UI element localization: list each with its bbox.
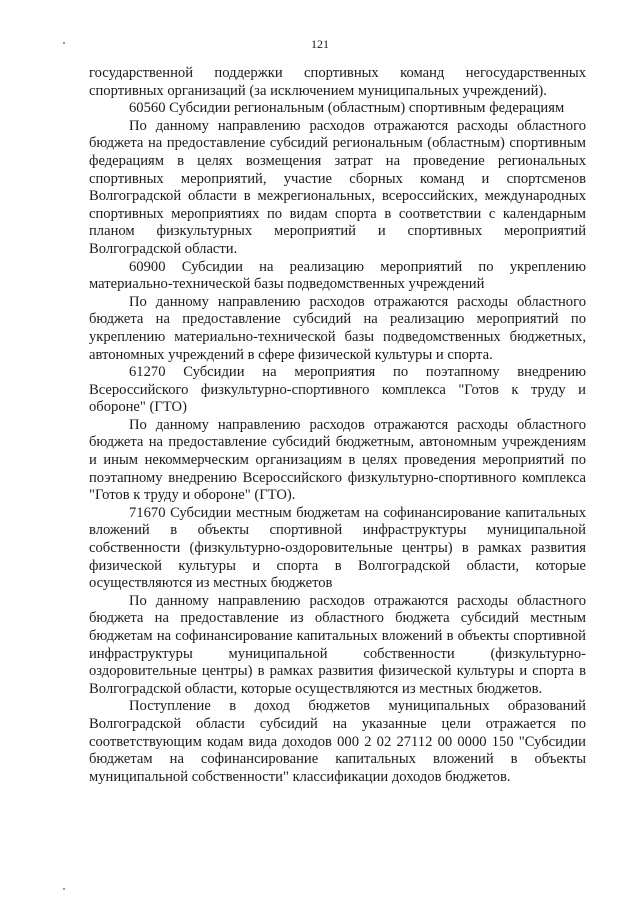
paragraph-60900-description: По данному направлению расходов отражаются расходы областного бюджета на предоставление субсидий на реализацию мероприятий по укреплению материально-технической базы подведомственных бюджетных, автономных учреждений в сфере физической культуры и спорта. (89, 293, 586, 363)
heading-71670: 71670 Субсидии местным бюджетам на софинансирование капитальных вложений в объекты спортивной инфраструктуры муниципальной собственности (физкультурно-оздоровительные центры) в рамках развития физической культуры и спорта в Волгоградской области, которые осуществляются из местных бюджетов (89, 504, 586, 592)
heading-61270: 61270 Субсидии на мероприятия по поэтапному внедрению Всероссийского физкультурно-спортивного комплекса "Готов к труду и обороне" (ГТО) (89, 364, 586, 416)
paragraph-revenue-note: Поступление в доход бюджетов муниципальных образований Волгоградской области субсидий на указанные цели отражается по соответствующим кодам вида доходов 000 2 02 27112 00 0000 150 "Субсидии бюджетам на софинансирование капитальных вложений в объекты муниципальной собственности" классификации доходов бюджетов. (89, 698, 586, 785)
paragraph-61270-description: По данному направлению расходов отражаются расходы областного бюджета на предоставление субсидий бюджетным, автономным учреждениям и иным некоммерческим организациям в целях проведения мероприятий по поэтапному внедрению Всероссийского физкультурно-спортивного комплекса "Готов к труду и обороне" (ГТО). (89, 416, 586, 504)
paragraph-continuation: государственной поддержки спортивных команд негосударственных спортивных организаций (за исключением муниципальных учреждений). (89, 65, 586, 99)
paragraph-71670-description: По данному направлению расходов отражаются расходы областного бюджета на предоставление из областного бюджета субсидий местным бюджетам на софинансирование капитальных вложений в объекты спортивной инфраструктуры муниципальной собственности (физкультурно-оздоровительные центры) в рамках развития физической культуры и спорта в Волгоградской области, которые осуществляются из местных бюджетов. (89, 592, 586, 697)
paragraph-60560-description: По данному направлению расходов отражаются расходы областного бюджета на предоставление субсидий региональным (областным) спортивным федерациям в целях возмещения затрат на проведение региональных спортивных мероприятий, участие сборных команд и спортсменов Волгоградской области в межрегиональных, всероссийских, международных спортивных мероприятиях по видам спорта в соответствии с календарным планом физкультурных мероприятий и спортивных мероприятий Волгоградской области. (89, 117, 586, 257)
scan-mark-bottom (63, 888, 65, 890)
heading-60900: 60900 Субсидии на реализацию мероприятий по укреплению материально-технической базы подведомственных учреждений (89, 258, 586, 293)
page-number: 121 (311, 37, 329, 51)
scan-mark-top (63, 42, 65, 44)
document-body (89, 65, 586, 786)
heading-60560: 60560 Субсидии региональным (областным) спортивным федерациям (129, 100, 565, 117)
